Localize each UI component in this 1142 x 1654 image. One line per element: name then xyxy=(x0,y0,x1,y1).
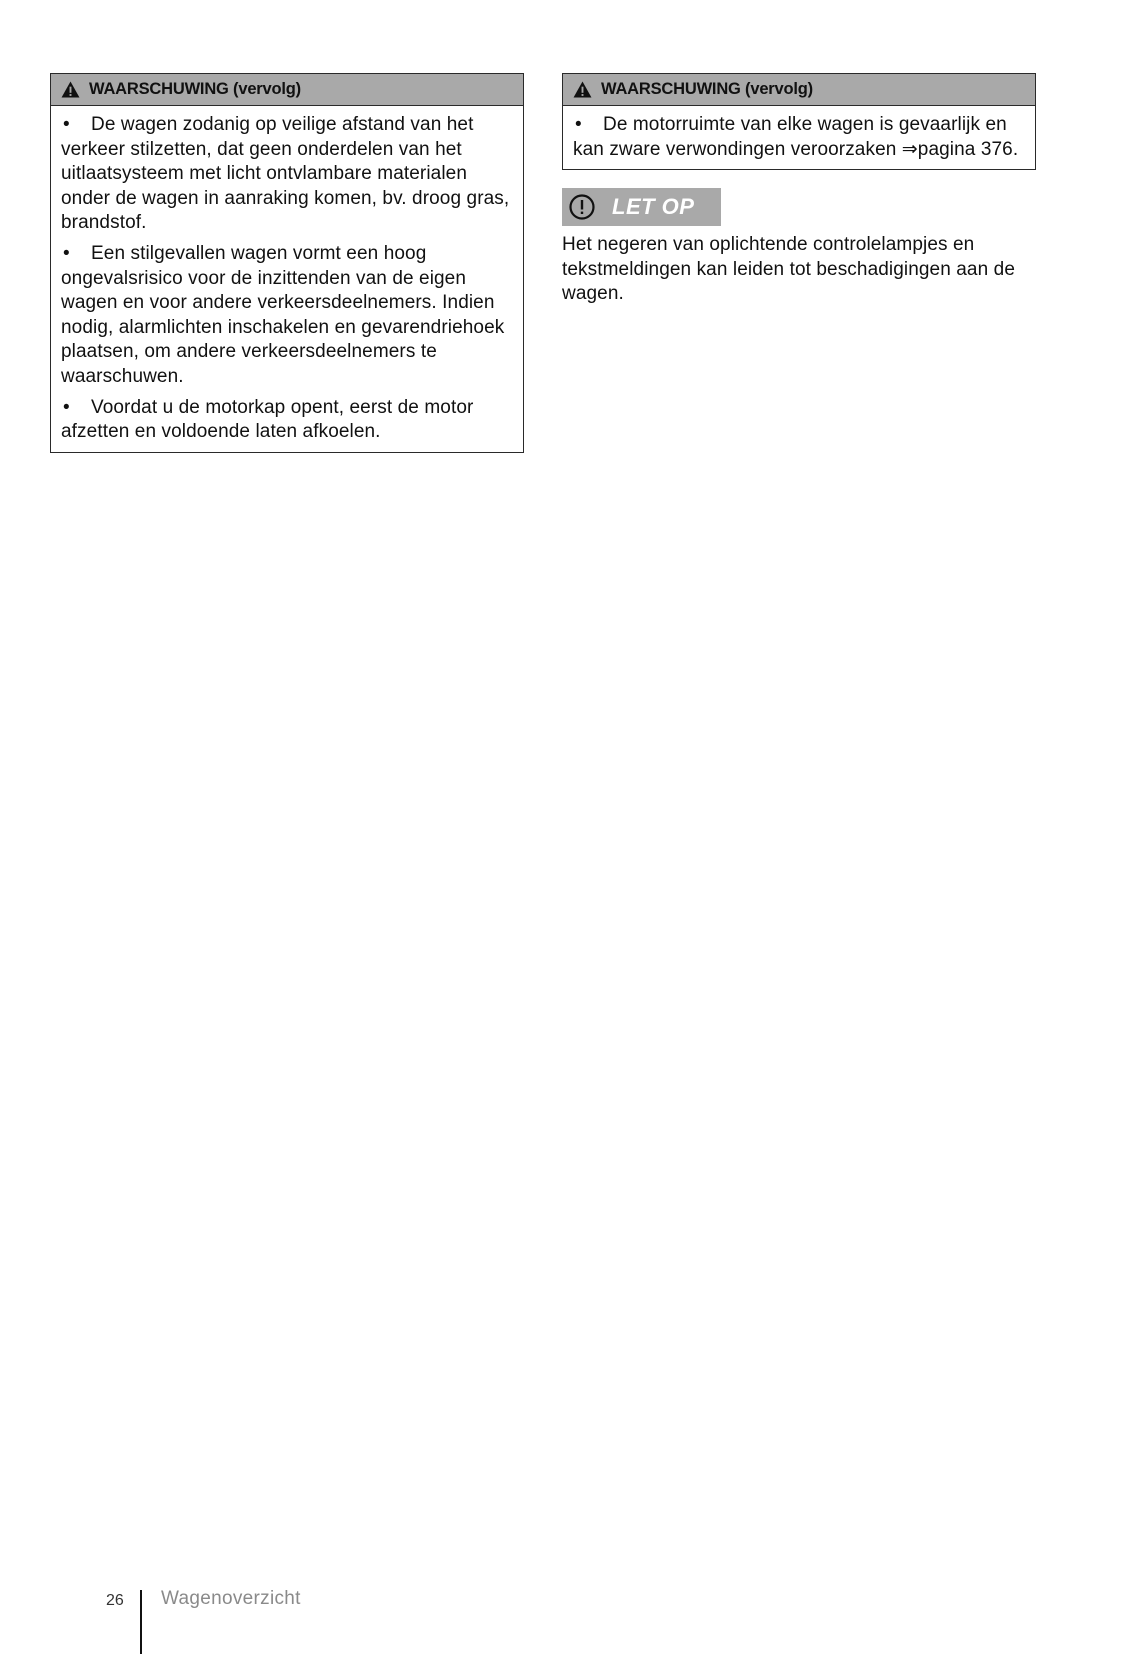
warning-triangle-icon xyxy=(573,81,592,98)
bullet-dot-icon: • xyxy=(63,114,70,135)
warning-bullet xyxy=(61,396,511,445)
notice-header xyxy=(562,188,721,226)
warning-header xyxy=(51,74,523,106)
warning-bullet xyxy=(61,242,511,390)
page-number: 26 xyxy=(106,1592,124,1609)
notice-section xyxy=(562,188,1036,307)
warning-bullet-text: Een stilgevallen wagen vormt een hoog ongevalsrisico voor de inzittenden van de eigen wagen en voor andere verkeersdeelnemers. Indien nodig, alarmlichten inschakelen en gevarendriehoek plaatsen, om andere verkeersdeelnemers te waarschuwen. xyxy=(61,242,505,387)
warning-bullet-text: De motorruimte van elke wagen is gevaarlijk en kan zware verwondingen veroorzaken ⇒pagina 376. xyxy=(573,114,1019,160)
warning-header xyxy=(563,74,1035,106)
notice-text: Het negeren van oplichtende controlelampjes en tekstmeldingen kan leiden tot beschadigingen aan de wagen. xyxy=(562,234,1015,305)
warning-header-label: WAARSCHUWING (vervolg) xyxy=(601,80,813,98)
warning-box xyxy=(562,73,1036,170)
warning-bullet-text: Voordat u de motorkap opent, eerst de motor afzetten en voldoende laten afkoelen. xyxy=(61,396,474,443)
bullet-dot-icon: • xyxy=(63,396,70,418)
section-name: Wagenoverzicht xyxy=(161,1588,301,1609)
warning-triangle-icon xyxy=(61,81,80,98)
right-column xyxy=(562,73,1036,307)
footer-divider xyxy=(140,1590,142,1654)
warning-header-label: WAARSCHUWING (vervolg) xyxy=(89,80,301,98)
warning-body xyxy=(563,106,1035,169)
bullet-dot-icon: • xyxy=(63,242,70,264)
exclamation-circle-icon xyxy=(568,193,596,221)
warning-box xyxy=(50,73,524,453)
notice-label: LET OP xyxy=(612,194,695,220)
bullet-dot-icon: • xyxy=(575,114,582,135)
warning-body xyxy=(51,106,523,452)
warning-bullet-text: De wagen zodanig op veilige afstand van het verkeer stilzetten, dat geen onderdelen van het uitlaatsysteem met licht ontvlambare materialen onder de wagen in aanraking komen, bv. droog gras, brandstof. xyxy=(61,114,510,234)
left-column xyxy=(50,73,524,453)
warning-bullet xyxy=(61,113,511,236)
page-footer xyxy=(0,1570,400,1654)
warning-bullet xyxy=(573,113,1023,162)
